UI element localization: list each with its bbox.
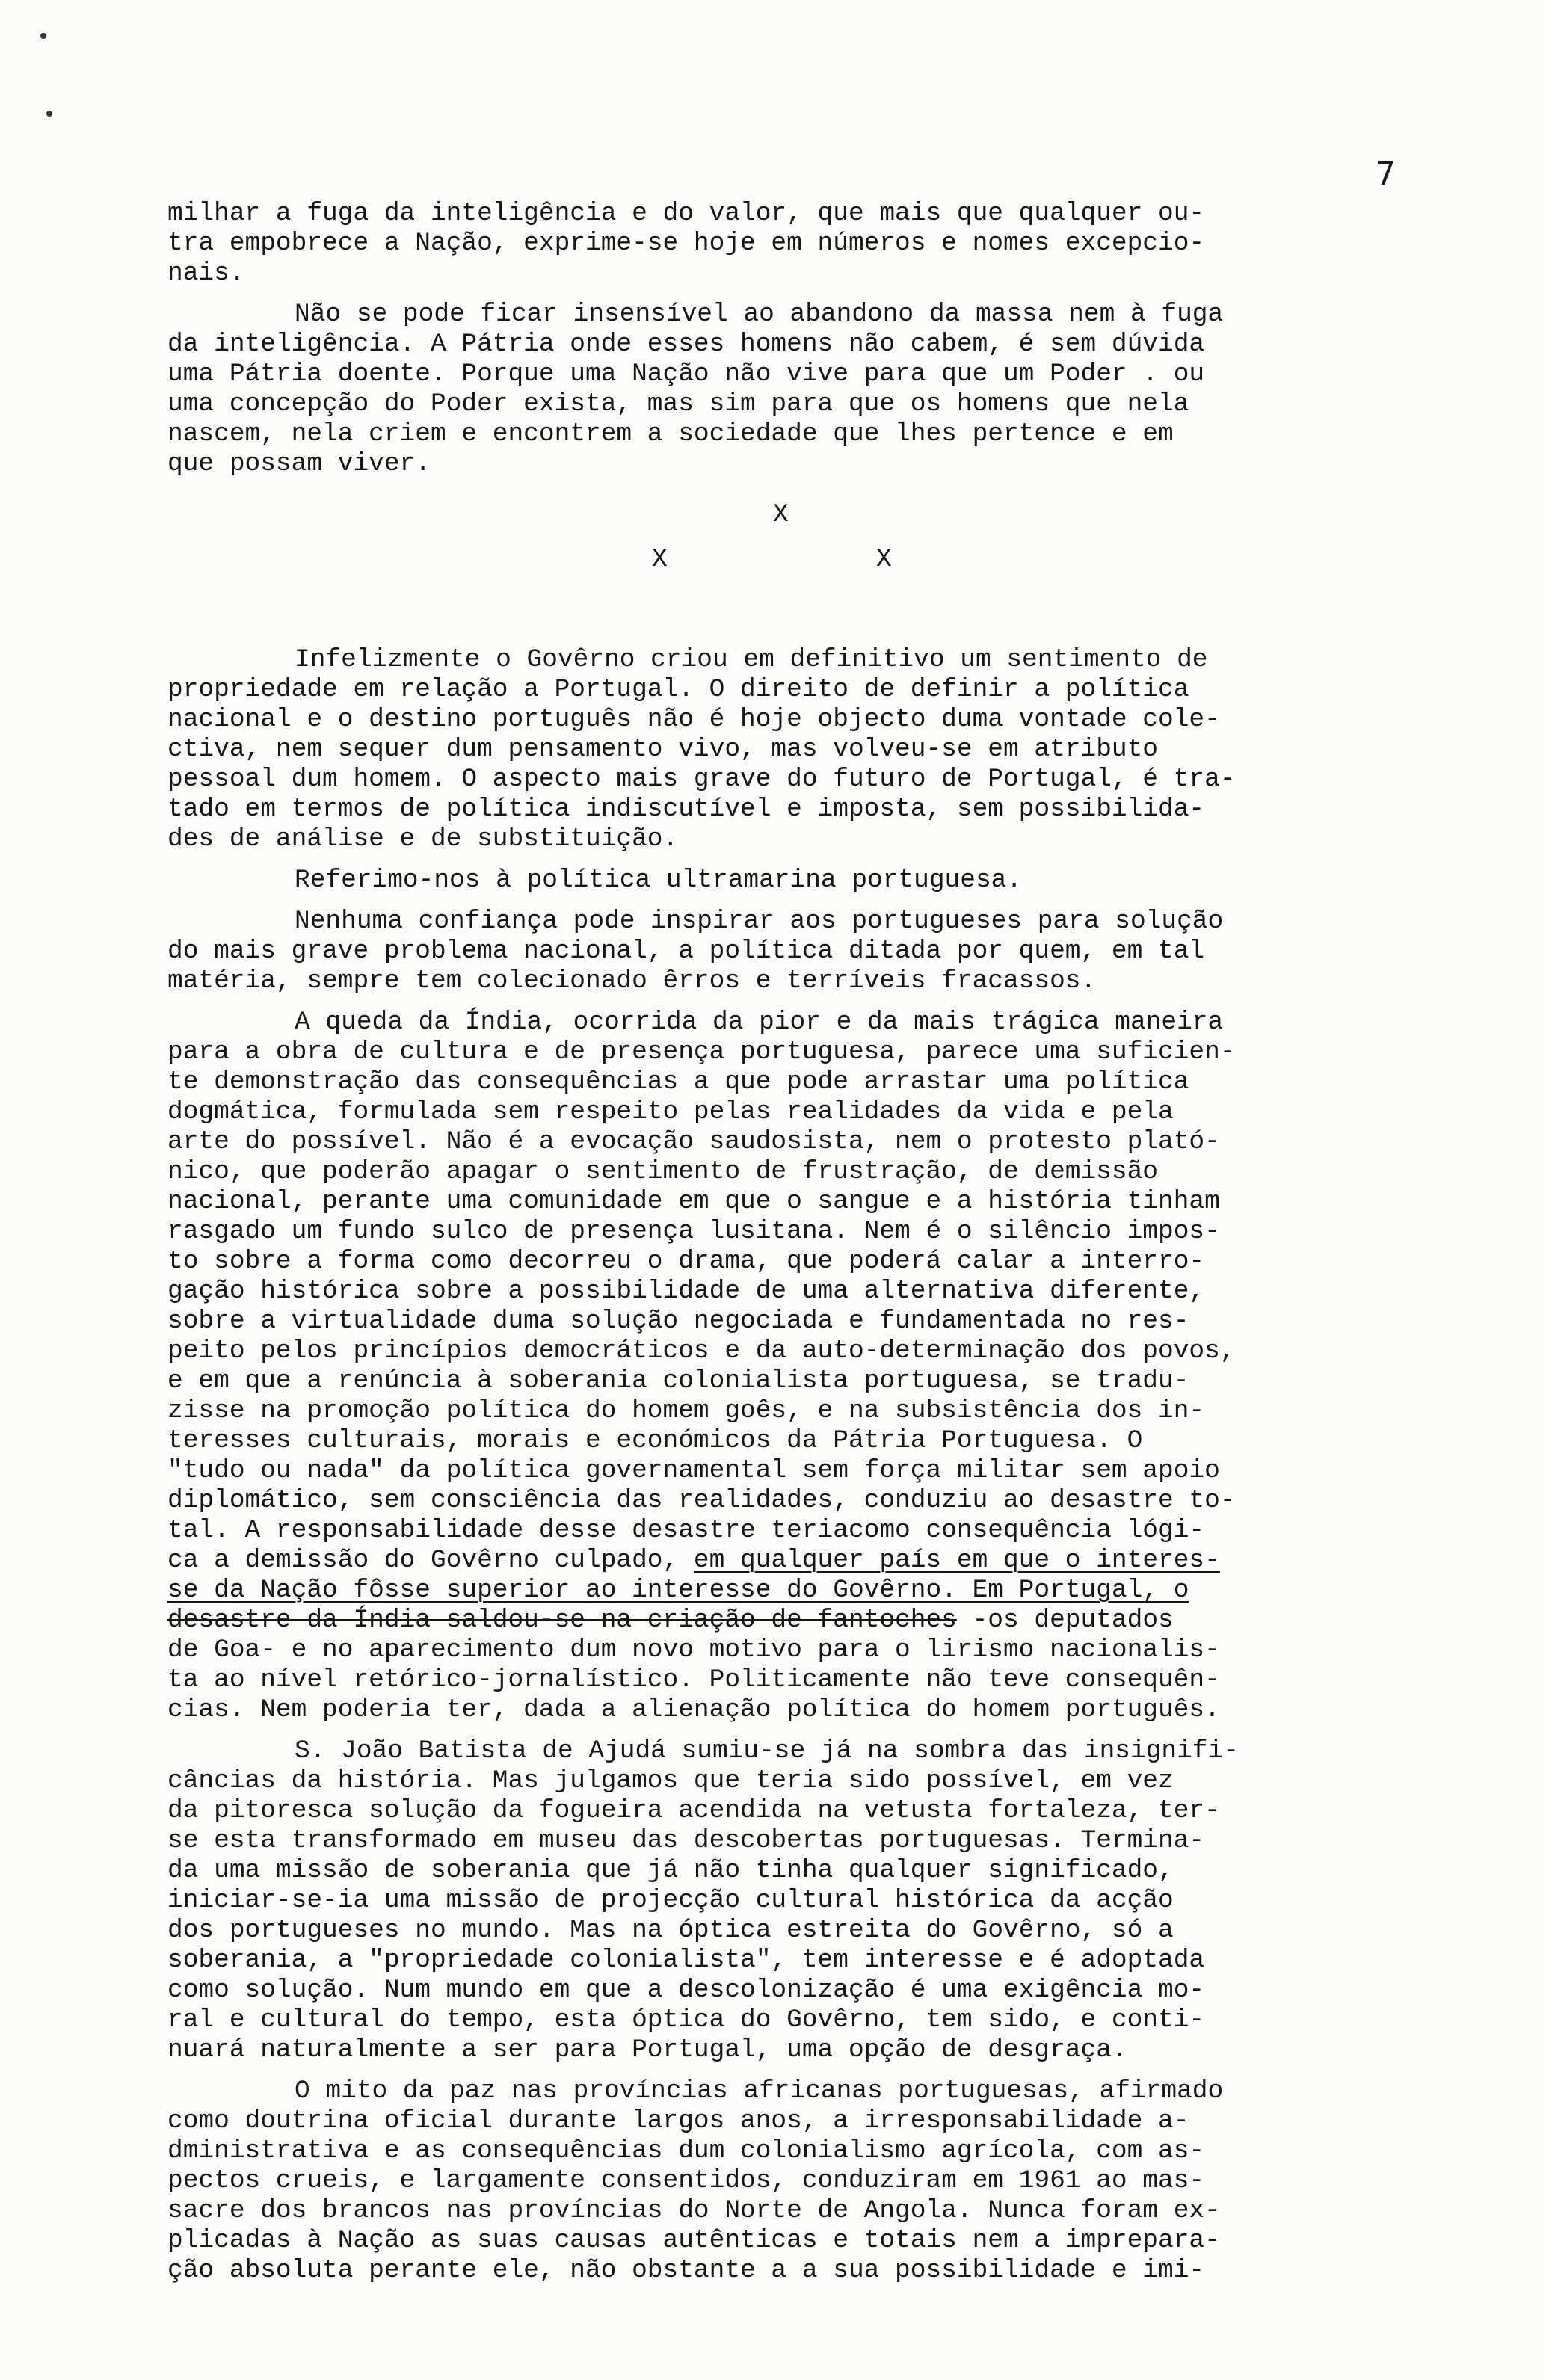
typescript-body [167, 199, 1423, 2297]
text-line: uma Pátria doente. Porque uma Nação não vive para que um Poder . ou [167, 360, 1205, 389]
text-line: des de análise e de substituição. [167, 824, 679, 854]
text-line: dos portugueses no mundo. Mas na óptica estreita do Govêrno, só a [167, 1916, 1174, 1945]
text-line: arte do possível. Não é a evocação saudosista, nem o protesto plató- [167, 1127, 1220, 1156]
text-line: como solução. Num mundo em que a descolonização é uma exigência mo- [167, 1976, 1205, 2005]
text-line: plicadas à Nação as suas causas autênticas e totais nem a imprepara- [167, 2226, 1220, 2255]
text-line: que possam viver. [167, 449, 431, 478]
paragraph [167, 1736, 1423, 2065]
text-line: ta ao nível retórico-jornalístico. Politicamente não teve consequên- [167, 1665, 1220, 1695]
text-line: tado em termos de política indiscutível e imposta, sem possibilida- [167, 795, 1205, 824]
text-line: como doutrina oficial durante largos anos, a irresponsabilidade a- [167, 2106, 1189, 2136]
text-line: ção absoluta perante ele, não obstante a a sua possibilidade e imi- [167, 2256, 1205, 2285]
text-line: Infelizmente o Govêrno criou em definitivo um sentimento de [295, 645, 1208, 674]
text-line: nacional e o destino português não é hoje objecto duma vontade cole- [167, 705, 1220, 734]
text-line: ctiva, nem sequer dum pensamento vivo, mas volveu-se em atributo [167, 735, 1159, 764]
text-line: de Goa- e no aparecimento dum novo motivo para o lirismo nacionalis- [167, 1636, 1220, 1665]
text-line: e em que a renúncia à soberania colonialista portuguesa, se tradu- [167, 1366, 1189, 1396]
text-line: Referimo-nos à política ultramarina portuguesa. [295, 866, 1023, 895]
scan-speck [40, 33, 46, 39]
page-number: 7 [1376, 155, 1396, 194]
paragraph [167, 300, 1423, 479]
text-line: O mito da paz nas províncias africanas portuguesas, afirmado [295, 2077, 1224, 2106]
text-line: tal. A responsabilidade desse desastre teriacomo consequência lógi- [167, 1516, 1205, 1545]
separator-mark-left: X [652, 545, 668, 574]
text-line: sacre dos brancos nas províncias do Norte de Angola. Nunca foram ex- [167, 2196, 1220, 2225]
text-line: Não se pode ficar insensível ao abandono da massa nem à fuga [295, 300, 1224, 329]
text-line: dogmática, formulada sem respeito pelas realidades da vida e pela [167, 1097, 1174, 1126]
text-line: tra empobrece a Nação, exprime-se hoje em números e nomes excepcio- [167, 229, 1205, 258]
section-before-separator [167, 199, 1423, 479]
section-after-separator [167, 645, 1423, 2286]
separator-mark-right: X [876, 545, 892, 574]
text-line: soberania, a "propriedade colonialista", tem interesse e é adoptada [167, 1946, 1205, 1975]
paragraph [167, 199, 1423, 289]
paragraph [167, 645, 1423, 854]
text-line: do mais grave problema nacional, a política ditada por quem, em tal [167, 937, 1205, 966]
text-line: desastre da Índia saldou-se na criação de fantoches -os deputados [167, 1606, 1174, 1635]
text-line: nascem, nela criem e encontrem a sociedade que lhes pertence e em [167, 419, 1174, 448]
text-line: uma concepção do Poder exista, mas sim para que os homens que nela [167, 389, 1189, 419]
text-line: milhar a fuga da inteligência e do valor, que mais que qualquer ou- [167, 199, 1205, 228]
text-line: A queda da Índia, ocorrida da pior e da mais trágica maneira [295, 1008, 1224, 1037]
text-line: pessoal dum homem. O aspecto mais grave do futuro de Portugal, é tra- [167, 765, 1236, 794]
text-line: nacional, perante uma comunidade em que o sangue e a história tinham [167, 1187, 1220, 1216]
text-line: dministrativa e as consequências dum colonialismo agrícola, com as- [167, 2136, 1205, 2165]
scan-speck [46, 111, 52, 117]
section-separator [167, 500, 1423, 620]
text-line: da pitoresca solução da fogueira acendida na vetusta fortaleza, ter- [167, 1796, 1220, 1825]
text-line: gação histórica sobre a possibilidade de uma alternativa diferente, [167, 1277, 1205, 1306]
text-line: nuará naturalmente a ser para Portugal, uma opção de desgraça. [167, 2035, 1127, 2065]
text-line: se da Nação fôsse superior ao interesse do Govêrno. Em Portugal, o [167, 1576, 1189, 1605]
paragraph [167, 2077, 1423, 2286]
text-line: diplomático, sem consciência das realidades, conduziu ao desastre to- [167, 1486, 1236, 1515]
text-line: rasgado um fundo sulco de presença lusitana. Nem é o silêncio impos- [167, 1217, 1220, 1246]
text-line: nico, que poderão apagar o sentimento de frustração, de demissão [167, 1157, 1159, 1186]
text-line: to sobre a forma como decorreu o drama, que poderá calar a interro- [167, 1247, 1205, 1276]
text-line: S. João Batista de Ajudá sumiu-se já na sombra das insignifi- [295, 1736, 1239, 1766]
text-line: "tudo ou nada" da política governamental sem força militar sem apoio [167, 1456, 1220, 1485]
text-line: propriedade em relação a Portugal. O direito de definir a política [167, 675, 1189, 704]
text-line: zisse na promoção política do homem goês, e na subsistência dos in- [167, 1396, 1205, 1425]
text-line: ral e cultural do tempo, esta óptica do Govêrno, tem sido, e conti- [167, 2006, 1205, 2035]
separator-mark-top: X [773, 500, 789, 529]
text-line: da inteligência. A Pátria onde esses homens não cabem, é sem dúvida [167, 330, 1205, 359]
text-line: Nenhuma confiança pode inspirar aos portugueses para solução [295, 907, 1224, 936]
text-line: sobre a virtualidade duma solução negociada e fundamentada no res- [167, 1307, 1189, 1336]
text-line: iniciar-se-ia uma missão de projecção cultural histórica da acção [167, 1886, 1174, 1915]
text-line: nais. [167, 259, 245, 288]
text-line: te demonstração das consequências a que pode arrastar uma política [167, 1067, 1189, 1097]
paragraph [167, 866, 1423, 895]
text-line: pectos crueis, e largamente consentidos, conduziram em 1961 ao mas- [167, 2166, 1205, 2195]
text-line: para a obra de cultura e de presença portuguesa, parece uma suficien- [167, 1038, 1236, 1067]
text-line: matéria, sempre tem colecionado êrros e terríveis fracassos. [167, 967, 1097, 996]
text-line: se esta transformado em museu das descobertas portuguesas. Termina- [167, 1826, 1205, 1855]
paragraph [167, 907, 1423, 996]
text-line: câncias da história. Mas julgamos que teria sido possível, em vez [167, 1766, 1174, 1795]
text-line: da uma missão de soberania que já não tinha qualquer significado, [167, 1856, 1174, 1885]
text-line: cias. Nem poderia ter, dada a alienação política do homem português. [167, 1695, 1220, 1724]
text-line: peito pelos princípios democráticos e da auto-determinação dos povos, [167, 1337, 1236, 1366]
text-line: teresses culturais, morais e económicos da Pátria Portuguesa. O [167, 1426, 1143, 1455]
paragraph [167, 1008, 1423, 1725]
text-line: ca a demissão do Govêrno culpado, em qualquer país em que o interes- [167, 1546, 1220, 1575]
